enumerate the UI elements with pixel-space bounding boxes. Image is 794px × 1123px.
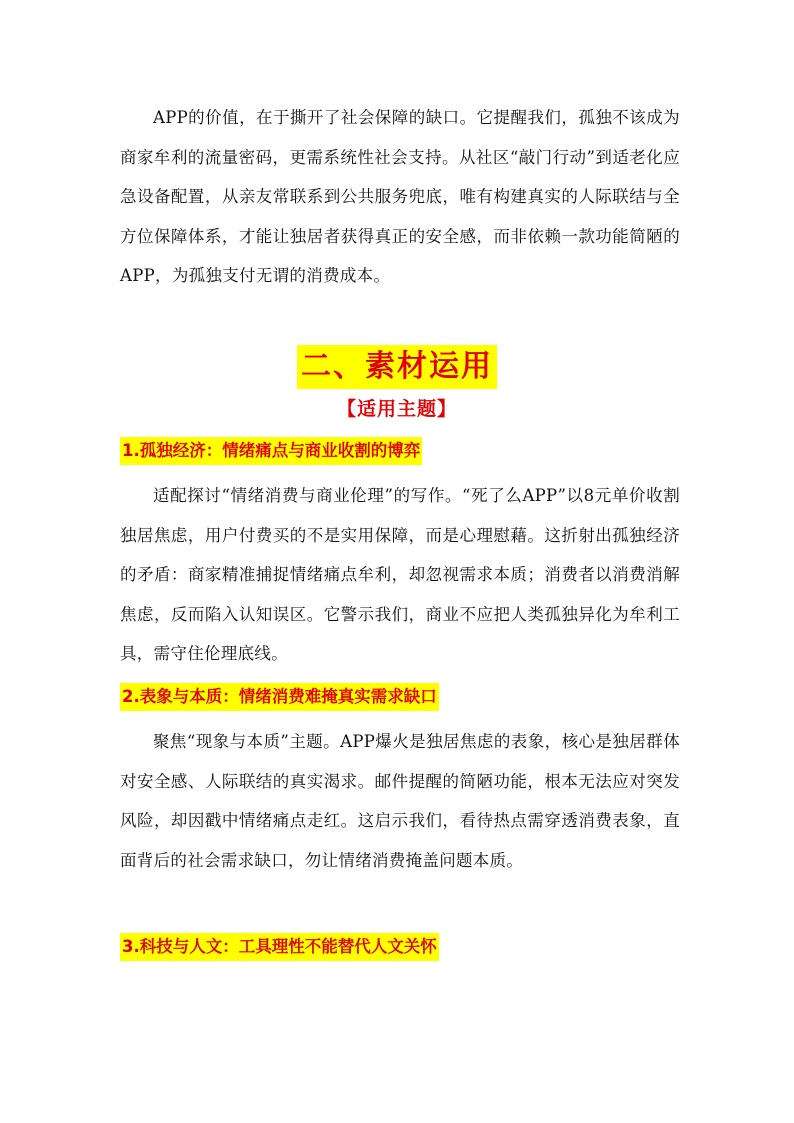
section-title-text: 二、素材运用: [297, 345, 497, 389]
theme-body-2: 聚焦“现象与本质”主题。APP爆火是独居焦虑的表象，核心是独居群体对安全感、人际联结的真实渴求。邮件提醒的简陋功能，根本无法应对突发风险，却因戳中情绪痛点走红。这启示我们，看待热点需穿透消费表象，直面背后的社会需求缺口，勿让情绪消费掩盖问题本质。: [120, 732, 680, 870]
intro-paragraph: APP的价值，在于撕开了社会保障的缺口。它提醒我们，孤独不该成为商家牟利的流量密码，更需系统性社会支持。从社区“敲门行动”到适老化应急设备配置，从亲友常联系到公共服务兜底，唯有构建真实的人际联结与全方位保障体系，才能让独居者获得真正的安全感，而非依赖一款功能简陋的APP，为孤独支付无谓的消费成本。: [120, 108, 680, 285]
theme-heading-1-text: 1.孤独经济：情绪痛点与商业收割的博弈: [120, 437, 422, 465]
theme-heading-2: [120, 683, 439, 711]
section-title: [0, 345, 794, 389]
theme-heading-3-text: 3.科技与人文：工具理性不能替代人文关怀: [120, 933, 439, 961]
theme-heading-1: [120, 437, 422, 465]
theme-heading-3: [120, 933, 439, 961]
section-subtitle: 【适用主题】: [336, 398, 457, 420]
theme-heading-2-text: 2.表象与本质：情绪消费难掩真实需求缺口: [120, 683, 439, 711]
theme-body-1: 适配探讨“情绪消费与商业伦理”的写作。“死了么APP”以8元单价收割独居焦虑，用户付费买的不是实用保障，而是心理慰藉。这折射出孤独经济的矛盾：商家精准捕捉情绪痛点牟利，却忽视需求本质；消费者以消费消解焦虑，反而陷入认知误区。它警示我们，商业不应把人类孤独异化为牟利工具，需守住伦理底线。: [120, 486, 680, 663]
